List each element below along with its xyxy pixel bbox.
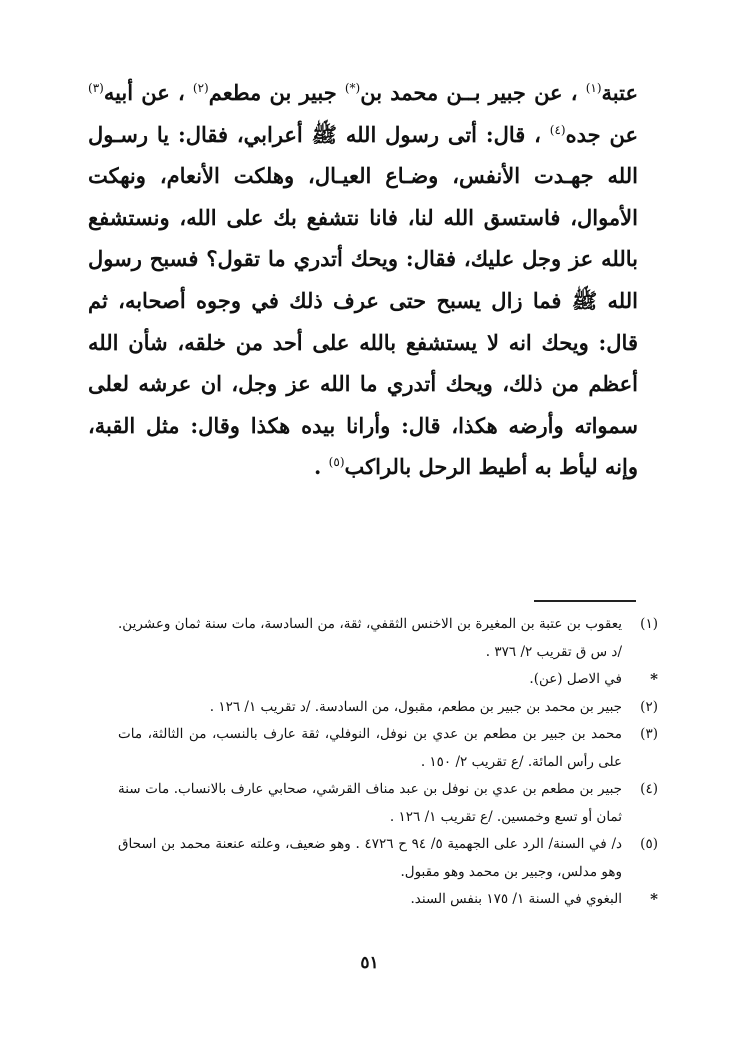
footnote-item <box>118 886 658 914</box>
footnote-item <box>118 831 658 886</box>
footnote-item <box>118 611 658 666</box>
footnote-ref-marker: (٤) <box>549 122 566 137</box>
footnote-divider <box>534 600 636 602</box>
footnote-item <box>118 666 658 694</box>
footnote-number: (١) <box>640 616 658 632</box>
footnote-text: جبير بن محمد بن جبير بن مطعم، مقبول، من السادسة. /د تقريب ١/ ١٢٦ . <box>209 698 622 715</box>
footnote-item <box>118 694 658 722</box>
footnote-number: (٤) <box>640 781 658 797</box>
footnote-number: (٥) <box>640 836 658 852</box>
footnote-item <box>118 721 658 776</box>
paragraph-text-segment: عن جده <box>565 121 638 147</box>
footnote-number: * <box>650 670 658 688</box>
footnote-number: (٣) <box>640 726 658 742</box>
footnote-text: جبير بن مطعم بن عدي بن نوفل بن عبد مناف القرشي، صحابي عارف بالانساب. مات سنة ثمان أو تسع وخمسين. /ع تقريب ١/ ١٢٦ . <box>118 781 622 825</box>
footnote-ref-marker: (١) <box>585 81 602 95</box>
paragraph-text-segment: ، عن أبيه <box>103 80 193 105</box>
paragraph-text-segment: ، عن جبير بــن محمد بن <box>360 80 586 105</box>
footnote-ref-marker: (٢) <box>192 81 209 95</box>
footnote-number: * <box>650 890 658 908</box>
footnote-text: يعقوب بن عتبة بن المغيرة بن الاخنس الثقفي، ثقة، من السادسة، مات سنة ثمان وعشرين. /د س ق تقريب ٢/ ٣٧٦ . <box>118 616 622 660</box>
paragraph-text-segment: جبير بن مطعم <box>208 80 345 105</box>
footnote-ref-marker: (٣) <box>88 81 104 95</box>
paragraph-text-segment: ، قال: أتى رسول الله ﷺ أعرابي، فقال: يا رسـول الله جهـدت الأنفس، وضـاع العيـال، وهلكت الأنعام، ونهكت الأموال، فاستسق الله لنا، فانا نتشفع بك على الله، ونستشفع بالله عز وجل عليك، فقال: ويحك أتدري ما تقول؟ فسبح رسول الله ﷺ فما زال يسبح حتى عرف ذلك في وجوه أصحابه، ثم قال: ويحك انه لا يستشفع بالله على أحد من خلقه، شأن الله أعظم من ذلك، ويحك أتدري ما الله عز وجل، ان عرشه لعلى سمواته وأرضه هكذا، قال: وأرانا بيده هكذا وقال: مثل القبة، وإنه ليأط به أطيط الرحل بالراكب <box>88 121 638 480</box>
footnote-number: (٢) <box>640 698 658 715</box>
paragraph-text-segment: . <box>314 454 329 480</box>
footnote-text: د/ في السنة/ الرد على الجهمية ٥/ ٩٤ ح ٤٧٢٦ . وهو ضعيف، وعلته عنعنة محمد بن اسحاق وهو مدلس، وجبير بن محمد وهو مقبول. <box>118 836 622 880</box>
footnote-text: البغوي في السنة ١/ ١٧٥ بنفس السند. <box>410 891 622 907</box>
footnote-ref-marker: (*) <box>344 81 361 95</box>
footnote-text: محمد بن جبير بن مطعم بن عدي بن نوفل، النوفلي، ثقة عارف بالنسب، من الثالثة، مات على رأس المائة. /ع تقريب ٢/ ١٥٠ . <box>118 726 622 770</box>
footnote-item <box>118 776 658 831</box>
footnote-text: في الاصل (عن). <box>529 671 622 687</box>
footnote-ref-marker: (٥) <box>328 455 345 470</box>
hadith-paragraph <box>88 72 638 488</box>
footnotes-list <box>118 611 658 914</box>
page-number: ٥١ <box>360 953 379 973</box>
paragraph-text-segment: عتبة <box>601 80 638 105</box>
